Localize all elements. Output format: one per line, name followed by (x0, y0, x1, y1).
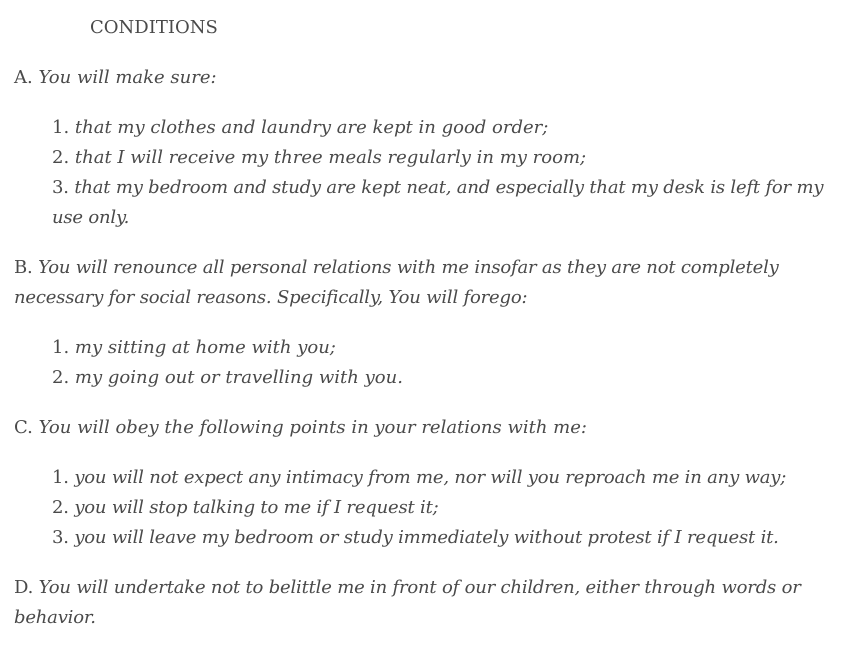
section-label: A. (14, 67, 33, 88)
page-title: CONDITIONS (90, 17, 218, 38)
section-a (14, 63, 830, 93)
section-label: C. (14, 417, 33, 438)
item-text: that my clothes and laundry are kept in good order; (74, 117, 549, 138)
item-number: 1. (52, 117, 70, 138)
list-item (52, 523, 830, 553)
section-text: You will obey the following points in your relations with me: (38, 417, 587, 438)
item-text: you will leave my bedroom or study immediately without protest if I request it. (74, 527, 779, 548)
item-text: you will stop talking to me if I request it; (74, 497, 439, 518)
item-number: 3. (52, 177, 69, 198)
list-item (52, 463, 830, 493)
item-text: my going out or travelling with you. (74, 367, 403, 388)
item-text: that I will receive my three meals regularly in my room; (74, 147, 587, 168)
section-text: You will make sure: (38, 67, 217, 88)
item-text: you will not expect any intimacy from me, nor will you reproach me in any way; (74, 467, 787, 488)
section-label: D. (14, 577, 34, 598)
section-d (14, 573, 830, 633)
item-number: 2. (52, 147, 70, 168)
item-number: 2. (52, 497, 69, 518)
section-label: B. (14, 257, 33, 278)
section-c-list (14, 463, 830, 553)
section-text: You will undertake not to belittle me in front of our children, either through words or behavior. (14, 577, 801, 628)
list-item (52, 143, 830, 173)
section-c (14, 413, 830, 443)
list-item (52, 493, 830, 523)
section-b (14, 253, 830, 313)
list-item (52, 363, 830, 393)
list-item (52, 173, 830, 233)
item-text: my sitting at home with you; (74, 337, 336, 358)
item-number: 1. (52, 337, 70, 358)
list-item (52, 113, 830, 143)
item-text: that my bedroom and study are kept neat, and especially that my desk is left for my use only. (52, 177, 824, 228)
item-number: 2. (52, 367, 70, 388)
section-a-list (14, 113, 830, 233)
list-item (52, 333, 830, 363)
section-b-list (14, 333, 830, 393)
item-number: 1. (52, 467, 69, 488)
item-number: 3. (52, 527, 69, 548)
section-text: You will renounce all personal relations with me insofar as they are not completely necessary for social reasons. Specifically, You will forego: (14, 257, 779, 308)
